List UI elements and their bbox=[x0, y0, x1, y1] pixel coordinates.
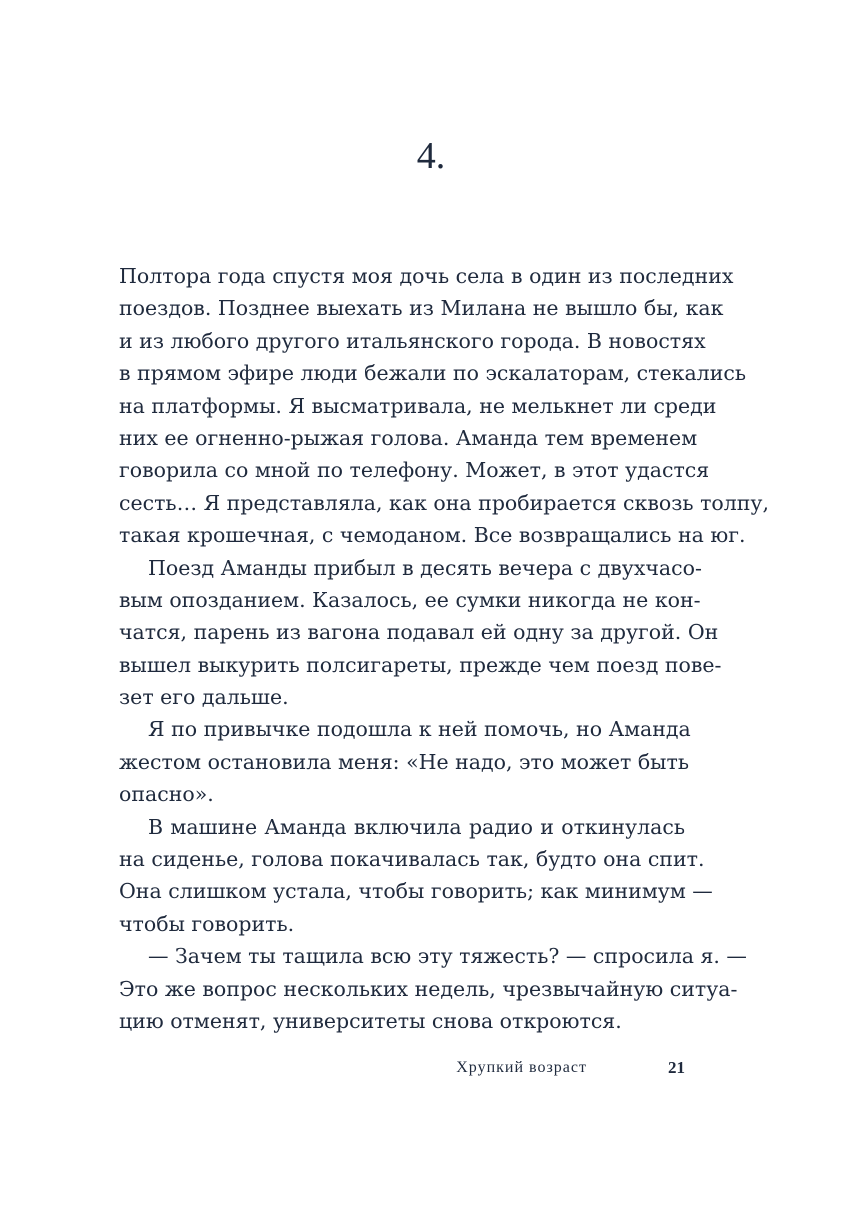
text-line: такая крошечная, с чемоданом. Все возвращались на юг. bbox=[119, 523, 746, 548]
text-line: чатся, парень из вагона подавал ей одну за другой. Он bbox=[119, 620, 719, 645]
text-line: поездов. Позднее выехать из Милана не вышло бы, как bbox=[119, 296, 724, 321]
text-line: В машине Аманда включила радио и откинулась bbox=[148, 814, 685, 839]
text-line: и из любого другого итальянского города. В новостях bbox=[119, 328, 706, 353]
text-line: в прямом эфире люди бежали по эскалаторам, стекались bbox=[119, 361, 747, 386]
text-line: опасно». bbox=[119, 782, 214, 807]
text-line: зет его дальше. bbox=[119, 685, 289, 710]
text-line: вым опозданием. Казалось, ее сумки никогда не кон- bbox=[119, 587, 701, 612]
text-line: Она слишком устала, чтобы говорить; как минимум — bbox=[119, 879, 713, 904]
text-line: сесть… Я представляла, как она пробирается сквозь толпу, bbox=[119, 490, 770, 515]
text-line: Поезд Аманды прибыл в десять вечера с двухчасо- bbox=[148, 555, 702, 580]
text-line: цию отменят, университеты снова откроются. bbox=[119, 1008, 622, 1033]
text-line: Я по привычке подошла к ней помочь, но Аманда bbox=[148, 717, 691, 742]
text-line: жестом остановила меня: «Не надо, это может быть bbox=[119, 749, 689, 774]
text-line: чтобы говорить. bbox=[119, 911, 295, 936]
page-number: 21 bbox=[668, 1058, 685, 1077]
text-line: на сиденье, голова покачивалась так, будто она спит. bbox=[119, 847, 705, 872]
body-text bbox=[119, 260, 770, 1037]
page-footer bbox=[119, 1055, 685, 1081]
text-line: Это же вопрос нескольких недель, чрезвычайную ситуа- bbox=[119, 976, 738, 1001]
text-line: них ее огненно-рыжая голова. Аманда тем временем bbox=[119, 425, 698, 450]
text-line: на платформы. Я высматривала, не мелькнет ли среди bbox=[119, 393, 717, 418]
running-title: Хрупкий возраст bbox=[456, 1059, 587, 1076]
chapter-number: 4. bbox=[416, 135, 446, 177]
text-line: говорила со мной по телефону. Может, в этот удастся bbox=[119, 458, 710, 483]
text-line: вышел выкурить полсигареты, прежде чем поезд пове- bbox=[119, 652, 722, 677]
text-line: — Зачем ты тащила всю эту тяжесть? — спросила я. — bbox=[148, 944, 747, 969]
text-line: Полтора года спустя моя дочь села в один из последних bbox=[119, 264, 734, 288]
